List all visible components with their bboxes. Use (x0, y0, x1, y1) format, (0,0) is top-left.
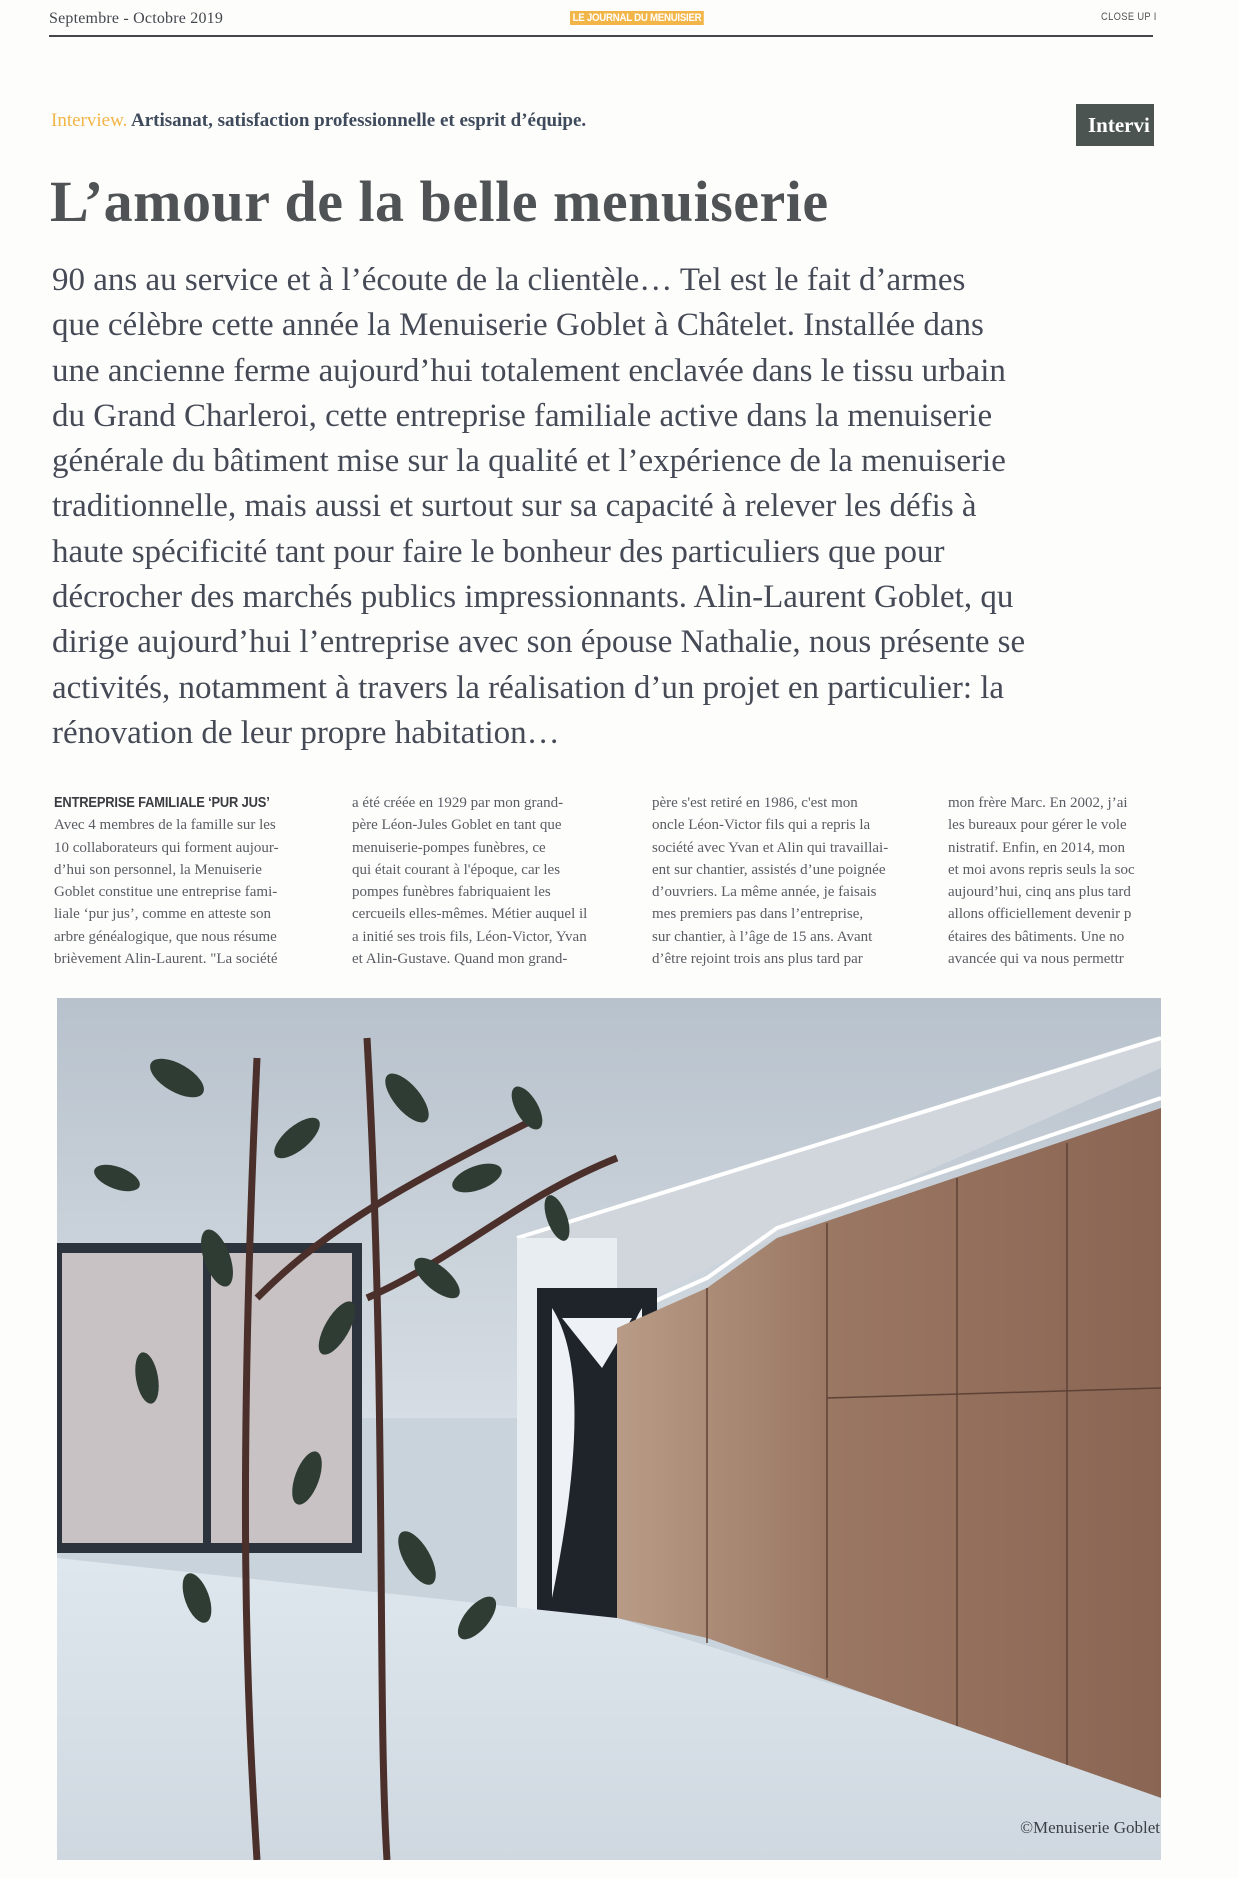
body-line: père s'est retiré en 1986, c'est mon (652, 795, 858, 811)
body-line: les bureaux pour gérer le vole (948, 817, 1127, 834)
lead-line: 90 ans au service et à l’écoute de la clientèle… Tel est le fait d’armes (52, 262, 966, 298)
body-line: sur chantier, à l’âge de 15 ans. Avant (652, 928, 873, 945)
body-line: mes premiers pas dans l’entreprise, (652, 906, 864, 923)
body-columns (0, 792, 1238, 972)
article-title: L’amour de la belle menuiserie (50, 169, 829, 234)
body-line: qui était courant à l'époque, car les (352, 861, 561, 878)
kicker-text: Artisanat, satisfaction professionnelle et esprit d’équipe. (131, 110, 587, 131)
kicker (51, 110, 586, 132)
body-line: d’ouvriers. La même année, je faisais (652, 884, 877, 901)
section-label: CLOSE UP I (1101, 11, 1157, 23)
lead-line: haute spécificité tant pour faire le bonheur des particuliers que pour (52, 533, 945, 570)
body-line: menuiserie-pompes funèbres, ce (352, 839, 546, 856)
article-photo (57, 998, 1161, 1860)
kicker-label: Interview. (51, 110, 128, 131)
lead-line: dirige aujourd’hui l’entreprise avec son épouse Nathalie, nous présente se (52, 624, 1026, 661)
body-line: cercueils elles-mêmes. Métier auquel il (352, 906, 588, 923)
body-line: et Alin-Gustave. Quand mon grand- (352, 951, 568, 968)
hallway-photo-illustration (57, 998, 1161, 1860)
body-column-3 (652, 792, 922, 970)
body-line: 10 collaborateurs qui forment aujour- (54, 839, 279, 856)
photo-caption: ©Menuiserie Goblet (1020, 1818, 1160, 1837)
body-line: d’être rejoint trois ans plus tard par (652, 951, 863, 968)
body-line: pompes funèbres fabriquaient les (352, 884, 551, 901)
body-line: aujourd’hui, cinq ans plus tard (948, 884, 1131, 901)
body-column-2 (352, 792, 622, 970)
body-line: père Léon-Jules Goblet en tant que (352, 817, 562, 834)
body-line: brièvement Alin-Laurent. "La société (54, 951, 278, 968)
body-line: ent sur chantier, assistés d’une poignée (652, 861, 886, 878)
subheading: ENTREPRISE FAMILIALE ‘PUR JUS’ (54, 794, 270, 811)
lead-line: traditionnelle, mais aussi et surtout sur sa capacité à relever les défis à (52, 488, 977, 525)
body-line: Goblet constitue une entreprise fami- (54, 884, 278, 901)
body-line: d’hui son personnel, la Menuiserie (54, 861, 262, 878)
body-line: nistratif. Enfin, en 2014, mon (948, 839, 1126, 856)
body-line: mon frère Marc. En 2002, j’ai (948, 795, 1128, 811)
body-line: a initié ses trois fils, Léon-Victor, Yvan (352, 928, 587, 945)
body-column-1 (54, 792, 324, 970)
body-line: et moi avons repris seuls la soc (948, 861, 1135, 878)
body-line: liale ‘pur jus’, comme en atteste son (54, 906, 272, 923)
body-line: avancée qui va nous permettr (948, 951, 1124, 968)
section-tab: Intervi (1076, 104, 1154, 146)
lead-line: que célèbre cette année la Menuiserie Goblet à Châtelet. Installée dans (52, 307, 984, 344)
body-line: arbre généalogique, que nous résume (54, 928, 277, 945)
lead-paragraph (52, 258, 1156, 756)
lead-line: rénovation de leur propre habitation… (52, 714, 560, 751)
body-line: oncle Léon-Victor fils qui a repris la (652, 817, 871, 834)
body-line: société avec Yvan et Alin qui travaillai- (652, 839, 889, 856)
lead-line: du Grand Charleroi, cette entreprise familiale active dans la menuiserie (52, 397, 993, 434)
header-rule (49, 35, 1153, 37)
lead-line: une ancienne ferme aujourd’hui totalement enclavée dans le tissu urbain (52, 352, 1006, 389)
issue-date: Septembre - Octobre 2019 (49, 10, 224, 27)
lead-line: générale du bâtiment mise sur la qualité et l’expérience de la menuiserie (52, 443, 1006, 480)
body-column-4 (948, 792, 1156, 970)
lead-line: activités, notamment à travers la réalisation d’un projet en particulier: la (52, 669, 1005, 706)
publication-logo: LE JOURNAL DU MENUISIER (570, 11, 704, 25)
lead-line: décrocher des marchés publics impressionnants. Alin-Laurent Goblet, qu (52, 579, 1014, 616)
body-line: a été créée en 1929 par mon grand- (352, 795, 564, 811)
body-line: étaires des bâtiments. Une no (948, 928, 1125, 945)
body-line: allons officiellement devenir p (948, 906, 1132, 923)
body-line: Avec 4 membres de la famille sur les (54, 817, 276, 834)
